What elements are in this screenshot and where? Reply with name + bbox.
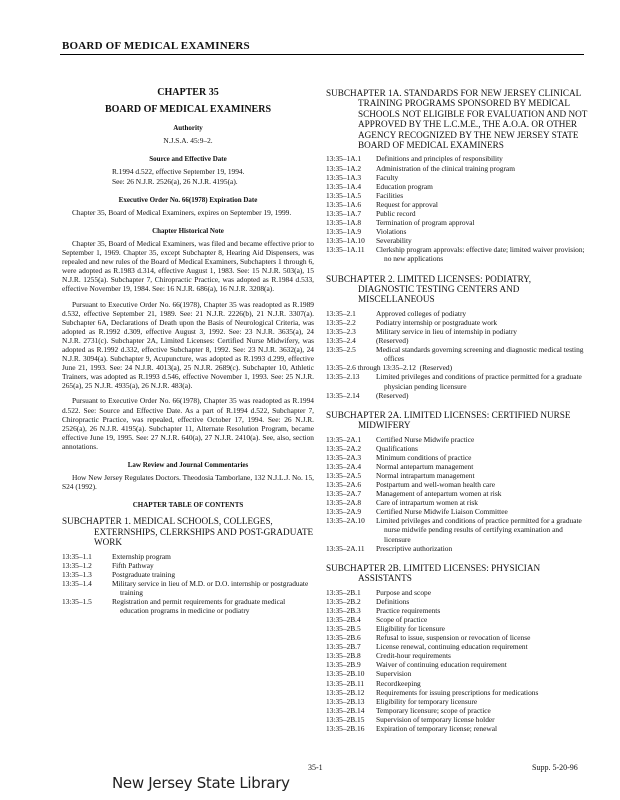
toc-entry xyxy=(62,597,314,615)
toc-entry xyxy=(326,191,588,200)
section-number: 13:35–2.3 xyxy=(326,326,356,336)
section-title: Externship program xyxy=(112,551,171,561)
section-number: 13:35–2.14 xyxy=(326,390,360,400)
toc-entry xyxy=(326,507,588,516)
toc-entry xyxy=(326,498,588,507)
section-number: 13:35–2B.11 xyxy=(326,678,365,688)
toc-entry xyxy=(62,561,314,570)
section-title: License renewal, continuing education requirement xyxy=(376,642,528,652)
toc-entry xyxy=(326,688,588,697)
section-title: Postgraduate training xyxy=(112,569,176,579)
section-title: Expiration of temporary license; renewal xyxy=(376,723,498,733)
library-stamp: New Jersey State Library xyxy=(112,774,290,792)
section-title: Waiver of continuing education requirement xyxy=(376,660,507,670)
toc-entry xyxy=(326,642,588,651)
section-title: Scope of practice xyxy=(376,614,428,624)
toc-entry xyxy=(326,182,588,191)
section-number: 13:35–2B.15 xyxy=(326,714,365,724)
section-number: 13:35–2B.7 xyxy=(326,642,361,652)
toc-entry xyxy=(326,588,588,597)
toc-entry xyxy=(326,597,588,606)
toc-entry xyxy=(326,327,588,336)
section-title: Qualifications xyxy=(376,443,418,453)
toc-entry xyxy=(62,570,314,579)
law-review-text: How New Jersey Regulates Doctors. Theodosia Tamborlane, 132 N.J.L.J. No. 15, S24 (1992). xyxy=(62,473,314,492)
page-number: 35-1 xyxy=(308,763,323,772)
toc-entry xyxy=(326,200,588,209)
exec-order-text: Chapter 35, Board of Medical Examiners, expires on September 19, 1999. xyxy=(72,207,292,217)
section-title: Public record xyxy=(376,209,416,218)
toc-entry xyxy=(62,552,314,561)
section-number: 13:35–2.2 xyxy=(326,317,356,327)
toc-entry xyxy=(326,363,588,372)
subchapter-1a-title: SUBCHAPTER 1A. STANDARDS FOR NEW JERSEY CLINICAL TRAINING PROGRAMS SPONSORED BY MEDICAL SCHOOLS NOT ELIGIBLE FOR EVALUATION AND NOT APPROVED BY THE L.C.M.E., THE A.O.A. OR OTHER AGENCY RECOGNIZED BY THE NEW JERSEY STATE BOARD OF MEDICAL EXAMINERS xyxy=(326,88,588,151)
section-number: 13:35–1A.6 xyxy=(326,199,362,209)
toc-entry xyxy=(326,227,588,236)
section-title: Temporary licensure; scope of practice xyxy=(376,705,491,715)
source-line-1: R.1994 d.522, effective September 19, 1994. xyxy=(112,167,245,177)
toc-entry xyxy=(326,391,588,400)
toc-entry xyxy=(326,697,588,706)
subchapter-2b-title: SUBCHAPTER 2B. LIMITED LICENSES: PHYSICIAN ASSISTANTS xyxy=(326,562,541,584)
section-title: Prescriptive authorization xyxy=(376,543,453,553)
section-number: 13:35–1A.11 xyxy=(326,245,365,255)
section-title: (Reserved) xyxy=(419,363,453,373)
toc-entry xyxy=(326,318,588,327)
section-number: 13:35–2A.9 xyxy=(326,507,362,517)
section-number: 13:35–2B.2 xyxy=(326,596,361,606)
section-title: Faculty xyxy=(376,172,399,182)
subchapter-2a-title: SUBCHAPTER 2A. LIMITED LICENSES: CERTIFIED NURSE MIDWIFERY xyxy=(326,409,571,431)
section-title: (Reserved) xyxy=(376,390,409,400)
section-title: Minimum conditions of practice xyxy=(376,452,472,462)
section-number: 13:35–2B.1 xyxy=(326,587,361,597)
law-review-heading: Law Review and Journal Commentaries xyxy=(127,461,249,469)
toc-entry xyxy=(326,606,588,615)
toc-entry xyxy=(62,579,314,597)
left-column xyxy=(62,88,314,615)
toc-entry xyxy=(326,372,588,390)
subchapter-2a-list xyxy=(326,435,588,553)
section-number: 13:35–1.2 xyxy=(62,560,92,570)
subchapter-1-list xyxy=(62,552,314,616)
toc-entry xyxy=(326,209,588,218)
section-title: Refusal to issue, suspension or revocation of license xyxy=(376,633,531,643)
section-number: 13:35–1A.1 xyxy=(326,154,362,164)
historical-note-heading: Chapter Historical Note xyxy=(152,226,224,235)
section-title: Severability xyxy=(376,236,412,246)
toc-entry xyxy=(326,164,588,173)
toc-entry xyxy=(326,489,588,498)
chapter-title: BOARD OF MEDICAL EXAMINERS xyxy=(104,104,272,116)
section-title: Eligibility for licensure xyxy=(376,623,445,633)
section-number: 13:35–2B.4 xyxy=(326,614,361,624)
toc-entry xyxy=(326,679,588,688)
toc-entry xyxy=(326,173,588,182)
section-number: 13:35–1.5 xyxy=(62,597,92,607)
supplement-date: Supp. 5-20-96 xyxy=(532,763,578,772)
section-number: 13:35–1.4 xyxy=(62,578,92,588)
section-title: Care of intrapartum women at risk xyxy=(376,498,479,508)
section-number: 13:35–2B.9 xyxy=(326,660,361,670)
section-number: 13:35–1A.3 xyxy=(326,172,362,182)
source-line-2: See: 26 N.J.R. 2526(a), 26 N.J.R. 4195(a). xyxy=(112,176,238,186)
section-title: Normal antepartum management xyxy=(376,461,474,471)
section-title: Administration of the clinical training program xyxy=(376,163,515,173)
section-title: Eligibility for temporary licensure xyxy=(376,696,478,706)
historical-note-para-2: Pursuant to Executive Order No. 66(1978), Chapter 35 was readopted as R.1989 d.532, effective September 21, 1989. See: 21 N.J.R. 2226(b), 21 N.J.R. 3307(a). Subchapter 6A, Declarations of Death upon the Basis of Neurological Criteria, was adopted as R.1992 d.309, effective August 3, 1992. See: 23 N.J.R. 3635(a), 24 N.J.R. 2731(c). Subchapter 2A, Limited Licenses: Certified Nurse Midwifery, was adopted as R.1992 d.332, effective Subchapter 8, 1992. See: 23 N.J.R. 3632(a), 24 N.J.R. 3094(a). Subchapter 9, Acupuncture, was adopted as R.1993 d.299, effective June 21, 1993. See: 24 N.J.R. 4013(a), 25 N.J.R. 2689(c). Subchapter 10, Athletic Trainers, was adopted as R.1993 d.546, effective November 1, 1993. See: 25 N.J.R. 265(a), 25 N.J.R. 4935(a), 26 N.J.R. 483(a). xyxy=(62,299,314,391)
section-title: Definitions xyxy=(376,596,410,606)
section-title: Recordkeeping xyxy=(376,678,421,688)
section-number: 13:35–2B.10 xyxy=(326,669,365,679)
toc-entry xyxy=(326,453,588,462)
section-number: 13:35–2A.4 xyxy=(326,461,362,471)
toc-entry xyxy=(326,715,588,724)
toc-entry xyxy=(326,218,588,227)
subchapter-2-title: SUBCHAPTER 2. LIMITED LICENSES: PODIATRY, DIAGNOSTIC TESTING CENTERS AND MISCELLANEOUS xyxy=(326,273,532,305)
toc-entry xyxy=(326,660,588,669)
section-number: 13:35–2B.5 xyxy=(326,623,361,633)
section-title: Definitions and principles of responsibility xyxy=(376,154,503,164)
subchapter-1-title: SUBCHAPTER 1. MEDICAL SCHOOLS, COLLEGES, EXTERNSHIPS, CLERKSHIPS AND POST-GRADUATE WORK xyxy=(62,516,314,548)
section-number: 13:35–2B.14 xyxy=(326,705,365,715)
section-title: Certified Nurse Midwife Liaison Committee xyxy=(376,507,508,517)
subchapter-2-list xyxy=(326,309,588,400)
section-number: 13:35–1.3 xyxy=(62,569,92,579)
historical-note-para-1: Chapter 35, Board of Medical Examiners, was filed and became effective prior to September 1, 1969. Chapter 35, except Subchapter 8, Hearing Aid Dispensers, was repealed and new rules of the Board of Medical Examiners, Subchapters 1 through 6, were adopted as R.1983 d.314, effective August 1, 1983. See: 15 N.J.R. 503(a), 15 N.J.R. 1255(a). Subchapter 7, Chiropractic Practice, was adopted as R.1984 d.533, effective November 19, 1984. See: 16 N.J.R. 686(a), 16 N.J.R. 3208(a). xyxy=(62,238,314,294)
section-number: 13:35–2B.16 xyxy=(326,723,365,733)
toc-entry xyxy=(326,462,588,471)
section-number: 13:35–2B.8 xyxy=(326,651,361,661)
section-number: 13:35–2A.10 xyxy=(326,516,365,526)
section-title: Termination of program approval xyxy=(376,218,475,228)
subchapter-2b-list xyxy=(326,588,588,734)
section-number: 13:35–2A.5 xyxy=(326,470,362,480)
section-title: Postpartum and well-woman health care xyxy=(376,480,496,489)
toc-entry xyxy=(326,615,588,624)
section-title: (Reserved) xyxy=(376,336,409,346)
toc-entry xyxy=(326,336,588,345)
section-title: Limited privileges and conditions of practice permitted for a graduate nurse midwife pending results of certifying examination and licensure xyxy=(376,516,582,544)
subchapter-1a-list xyxy=(326,154,588,263)
toc-entry xyxy=(326,651,588,660)
section-title: Clerkship program approvals: effective date; limited waiver provision; no new applications xyxy=(376,245,585,264)
section-title: Facilities xyxy=(376,190,404,200)
section-title: Management of antepartum women at risk xyxy=(376,489,502,499)
section-number: 13:35–1A.7 xyxy=(326,209,362,218)
toc-entry xyxy=(326,633,588,642)
section-number: 13:35–2A.1 xyxy=(326,434,362,444)
section-number: 13:35–1A.10 xyxy=(326,236,365,246)
authority-text: N.J.S.A. 45:9–2. xyxy=(163,136,213,146)
section-number: 13:35–2A.6 xyxy=(326,480,362,489)
section-number: 13:35–2A.2 xyxy=(326,443,362,453)
section-number: 13:35–1A.2 xyxy=(326,163,362,173)
toc-entry xyxy=(326,669,588,678)
section-title: Podiatry internship or postgraduate work xyxy=(376,317,498,327)
running-header: BOARD OF MEDICAL EXAMINERS xyxy=(62,40,250,52)
section-number: 13:35–2A.8 xyxy=(326,498,362,508)
section-title: Fifth Pathway xyxy=(112,560,154,570)
section-number: 13:35–2A.7 xyxy=(326,489,362,499)
section-title: Medical standards governing screening and diagnostic medical testing offices xyxy=(376,345,584,364)
section-title: Military service in lieu of M.D. or D.O. internship or postgraduate training xyxy=(112,578,309,597)
toc-entry xyxy=(326,345,588,363)
toc-entry xyxy=(326,154,588,163)
header-rule xyxy=(60,54,584,55)
source-heading: Source and Effective Date xyxy=(149,155,227,164)
section-title: Practice requirements xyxy=(376,605,441,615)
section-number: 13:35–2B.13 xyxy=(326,696,365,706)
section-number: 13:35–2.5 xyxy=(326,345,356,355)
toc-heading: CHAPTER TABLE OF CONTENTS xyxy=(132,501,244,510)
section-number: 13:35–2B.12 xyxy=(326,687,365,697)
toc-entry xyxy=(326,236,588,245)
section-number: 13:35–2.6 through 13:35–2.12 xyxy=(326,363,416,373)
section-title: Certified Nurse Midwife practice xyxy=(376,434,475,444)
section-title: Limited privileges and conditions of practice permitted for a graduate physician pending licensure xyxy=(376,372,582,391)
section-number: 13:35–2.1 xyxy=(326,308,356,318)
section-number: 13:35–2A.11 xyxy=(326,543,365,553)
section-number: 13:35–2A.3 xyxy=(326,452,362,462)
section-number: 13:35–1A.8 xyxy=(326,218,362,228)
section-title: Military service in lieu of internship in podiatry xyxy=(376,326,518,336)
section-number: 13:35–2.13 xyxy=(326,372,360,382)
section-number: 13:35–2B.3 xyxy=(326,605,361,615)
toc-entry xyxy=(326,544,588,553)
section-title: Violations xyxy=(376,227,407,237)
section-number: 13:35–1A.5 xyxy=(326,190,362,200)
exec-order-heading: Executive Order No. 66(1978) Expiration Date xyxy=(118,195,258,204)
section-title: Supervision xyxy=(376,669,412,679)
section-number: 13:35–2B.6 xyxy=(326,633,361,643)
toc-entry xyxy=(326,624,588,633)
section-title: Approved colleges of podiatry xyxy=(376,308,467,318)
section-title: Purpose and scope xyxy=(376,587,432,597)
section-number: 13:35–1A.4 xyxy=(326,181,362,191)
section-title: Credit-hour requirements xyxy=(376,651,451,661)
toc-entry xyxy=(326,309,588,318)
toc-entry xyxy=(326,471,588,480)
authority-heading: Authority xyxy=(173,124,203,133)
section-number: 13:35–1.1 xyxy=(62,551,92,561)
section-number: 13:35–2.4 xyxy=(326,336,356,346)
section-title: Education program xyxy=(376,181,433,191)
chapter-number: CHAPTER 35 xyxy=(157,87,219,98)
toc-entry xyxy=(326,706,588,715)
section-title: Supervision of temporary license holder xyxy=(376,714,495,724)
historical-note-para-3: Pursuant to Executive Order No. 66(1978), Chapter 35 was readopted as R.1994 d.522. See: Source and Effective Date. As a part of R.1994 d.522, Subchapter 7, Chiropractic Practice, was repealed, effective October 17, 1994. See: 26 N.J.R. 2526(a), 26 N.J.R. 4195(a). Subchapter 11, Alternate Resolution Program, became effective June 19, 1995. See: 27 N.J.R. 640(a), 27 N.J.R. 2410(a). See, also, section annotations. xyxy=(62,396,314,451)
toc-entry xyxy=(326,480,588,489)
toc-entry xyxy=(326,724,588,733)
section-title: Request for approval xyxy=(376,199,438,209)
toc-entry xyxy=(326,435,588,444)
section-number: 13:35–1A.9 xyxy=(326,227,362,237)
toc-entry xyxy=(326,516,588,543)
section-title: Requirements for issuing prescriptions for medications xyxy=(376,687,539,697)
section-title: Registration and permit requirements for graduate medical education programs in medicine or podiatry xyxy=(112,597,286,616)
right-column xyxy=(326,88,588,733)
section-title: Normal intrapartum management xyxy=(376,470,475,480)
toc-entry xyxy=(326,245,588,263)
toc-entry xyxy=(326,444,588,453)
